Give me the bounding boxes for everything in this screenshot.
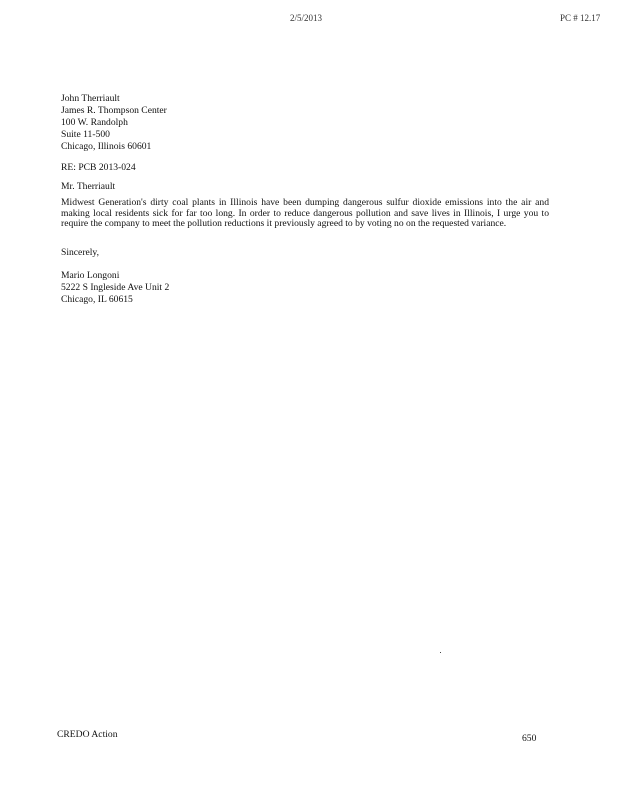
recipient-suite: Suite 11-500 [61, 129, 110, 140]
recipient-street: 100 W. Randolph [61, 117, 128, 128]
scan-speck [440, 652, 441, 653]
signer-name: Mario Longoni [61, 270, 120, 281]
recipient-city: Chicago, Illinois 60601 [61, 141, 152, 152]
recipient-name: John Therriault [61, 93, 120, 104]
footer-organization: CREDO Action [57, 729, 118, 740]
letter-body: Midwest Generation's dirty coal plants in Illinois have been dumping dangerous sulfur dioxide emissions into the air and making local residents sick for far too long. In order to reduce dangerous pollution and save lives in Illinois, I urge you to require the company to meet the pollution reductions it previously agreed to by voting no on the requested variance. [61, 197, 549, 229]
recipient-building: James R. Thompson Center [61, 105, 167, 116]
signer-street: 5222 S Ingleside Ave Unit 2 [61, 282, 170, 293]
footer-page-number: 650 [522, 733, 537, 744]
salutation: Mr. Therriault [61, 181, 116, 192]
recipient-address [61, 93, 167, 153]
closing: Sincerely, [61, 247, 100, 258]
signer-city: Chicago, IL 60615 [61, 294, 133, 305]
signer-block [61, 270, 169, 306]
header-date: 2/5/2013 [290, 13, 323, 23]
header-doc-ref: PC # 12.17 [560, 13, 601, 23]
re-line: RE: PCB 2013-024 [61, 162, 136, 173]
